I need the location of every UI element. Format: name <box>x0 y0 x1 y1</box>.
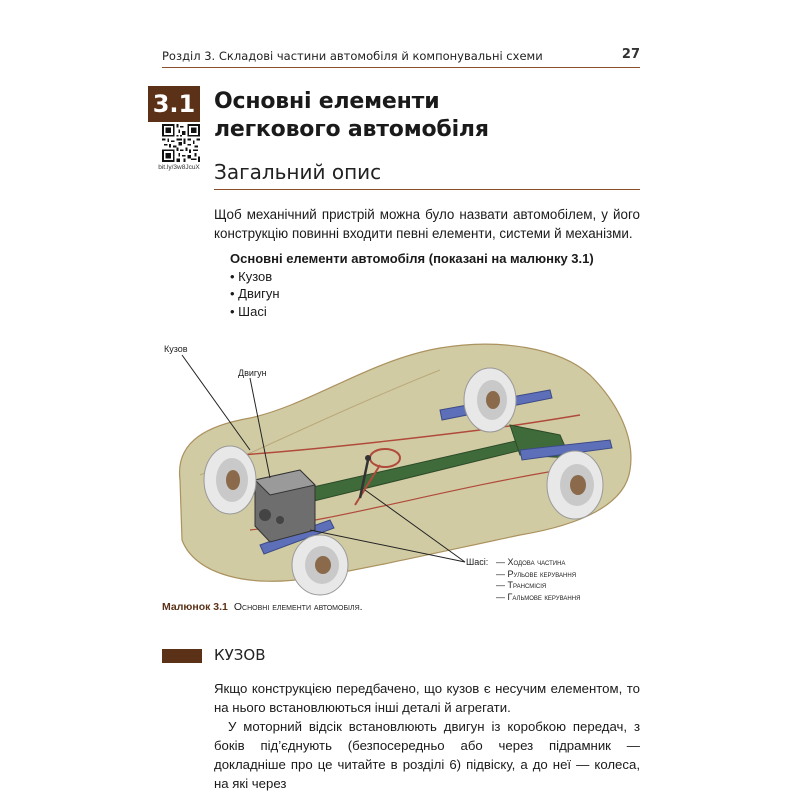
body-callout-label: Кузов <box>164 344 188 354</box>
header-divider <box>162 67 640 68</box>
section-title <box>214 88 489 144</box>
subsection-title: Загальний опис <box>214 160 382 184</box>
figure-caption-text: Основні елементи автомобіля. <box>233 601 363 613</box>
kuzov-paragraph-1: Якщо конструкцією передбачено, що кузов є несучим елементом, то на нього встановлюються інші деталі й агрегати. <box>214 681 640 715</box>
running-head <box>162 47 640 65</box>
qr-code-icon[interactable] <box>162 124 200 162</box>
front-left-wheel <box>204 446 256 514</box>
main-elements-heading: Основні елементи автомобіля (показані на малюнку 3.1) <box>230 251 594 266</box>
main-elements-list <box>230 250 640 320</box>
list-item: • Кузов <box>230 268 640 286</box>
kuzov-heading: КУЗОВ <box>214 646 266 664</box>
figure-caption <box>162 601 363 613</box>
list-item: — Рульове керування <box>496 569 580 581</box>
section-marker-bar <box>162 649 202 663</box>
kuzov-body <box>214 679 640 793</box>
car-components-illustration <box>140 330 660 600</box>
list-item: • Шасі <box>230 303 640 321</box>
chapter-title: Розділ 3. Складові частини автомобіля й компонувальні схеми <box>162 49 543 63</box>
front-right-wheel <box>292 535 348 595</box>
page-number: 27 <box>621 47 640 62</box>
subsection-divider <box>214 189 640 190</box>
section-number-badge: 3.1 <box>148 86 200 122</box>
list-item: • Двигун <box>230 285 640 303</box>
figure-caption-label: Малюнок 3.1 <box>162 601 228 613</box>
rear-left-wheel <box>464 368 516 432</box>
kuzov-paragraph-2: У моторний відсік встановлюють двигун із коробкою передач, з боків під’єднують (безпосередньо або через підрамник — докладніше про це читайте в розділі 6) підвіску, а до неї — колеса, на які через <box>214 719 640 791</box>
qr-link-caption[interactable]: bit.ly/3w8JcuX <box>158 164 200 171</box>
list-item: — Трансмісія <box>496 580 580 592</box>
list-item: — Ходова частина <box>496 557 580 569</box>
section-title-line-1: Основні елементи <box>214 89 440 114</box>
list-item: — Гальмове керування <box>496 592 580 604</box>
rear-right-wheel <box>547 451 603 519</box>
engine-block <box>255 470 315 542</box>
intro-paragraph: Щоб механічний пристрій можна було назвати автомобілем, у його конструкцію повинні входити певні елементи, системи й механізми. <box>214 207 640 241</box>
section-title-line-2: легкового автомобіля <box>214 117 489 142</box>
engine-callout-label: Двигун <box>238 368 267 378</box>
chassis-legend-lead: Шасі: <box>466 557 489 567</box>
